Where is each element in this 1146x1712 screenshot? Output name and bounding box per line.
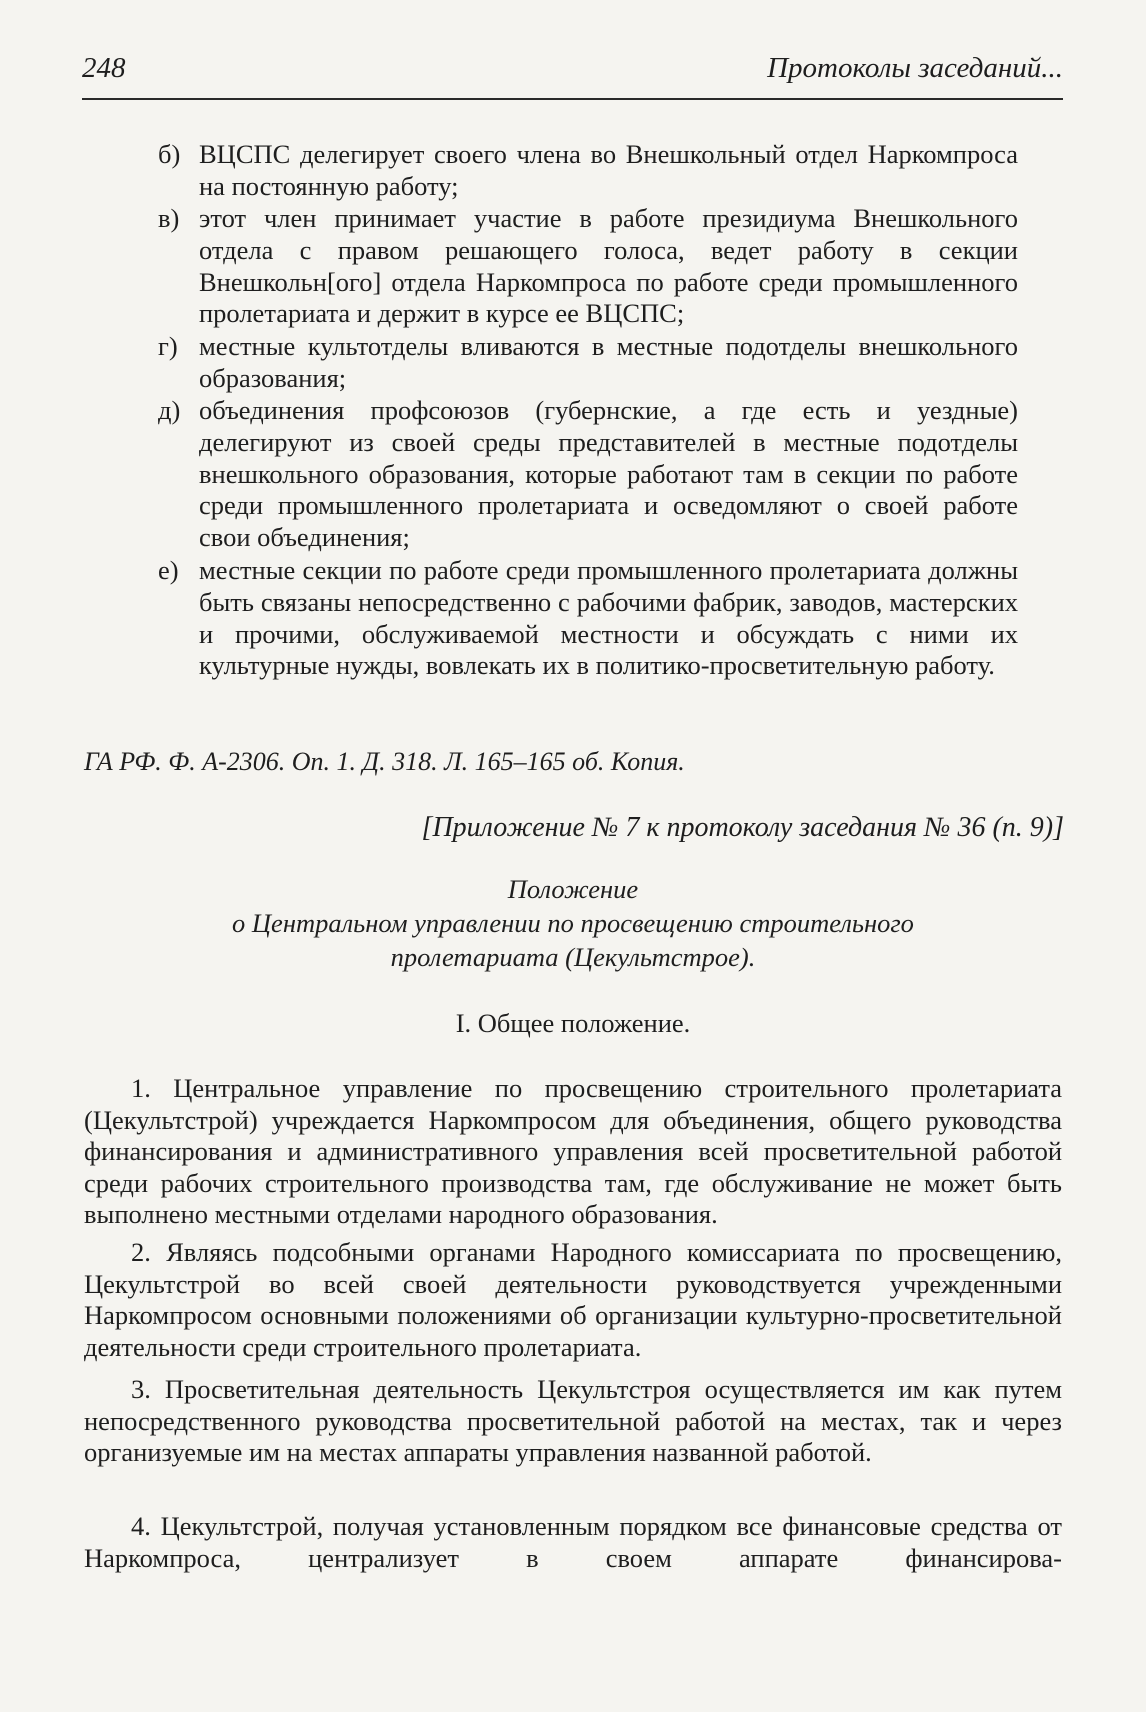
running-title: Протоколы заседаний...	[767, 52, 1063, 84]
document-title: Положение	[507, 874, 639, 904]
paragraph: 2. Являясь подсобными органами Народного комиссариата по просвещению, Цекультстрой во всей своей деятельности руководствуется учрежденными Наркомпросом основными положениями об организации культурно-просветительной деятельности среди строительного пролетариата.	[84, 1237, 1062, 1362]
list-text: ВЦСПС делегирует своего члена во Внешкольный отдел Наркомпроса на постоянную работу;	[199, 139, 1018, 201]
list-item	[158, 395, 1018, 554]
document-title: о Центральном управлении по просвещению строительного	[232, 908, 914, 938]
paragraph: 3. Просветительная деятельность Цекультстроя осуществляется им как путем непосредственного руководства просветительной работой на местах, так и через организуемые им на местах аппараты управления названной работой.	[84, 1374, 1062, 1468]
list-item	[158, 555, 1018, 682]
list-text: объединения профсоюзов (губернские, а где есть и уездные) делегируют из своей среды представителей в местные подотделы внешкольного образования, которые работают там в секции по работе среди промышленного пролетариата и осведомляют о своей работе свои объединения;	[199, 395, 1018, 553]
list-marker: д)	[158, 395, 181, 425]
list-item	[158, 139, 1018, 203]
header-rule	[82, 98, 1063, 100]
list-marker: в)	[158, 203, 180, 233]
list-marker: б)	[158, 139, 181, 169]
paragraph: 1. Центральное управление по просвещению строительного пролетариата (Цекультстрой) учреждается Наркомпросом для объединения, общего руководства финансирования и административного управления всей просветительной работой среди рабочих строительного производства там, где обслуживание не может быть выполнено местными отделами народного образования.	[84, 1073, 1062, 1230]
section-heading: I. Общее положение.	[455, 1008, 691, 1038]
list-marker: г)	[158, 331, 178, 361]
page-number: 248	[82, 52, 126, 84]
appendix-reference: [Приложение № 7 к протоколу заседания № 36 (п. 9)]	[421, 812, 1064, 843]
paragraph: 4. Цекультстрой, получая установленным порядком все финансовые средства от Наркомпроса, централизует в своем аппарате финансирова-	[84, 1511, 1062, 1573]
document-title: пролетариата (Цекультстрое).	[390, 942, 756, 972]
list-marker: е)	[158, 555, 179, 585]
list-item	[158, 203, 1018, 330]
list-text: местные секции по работе среди промышленного пролетариата должны быть связаны непосредственно с рабочими фабрик, заводов, мастерских и прочими, обслуживаемой местности и обсуждать с ними их культурные нужды, вовлекать их в политико-просветительную работу.	[199, 555, 1018, 681]
list-item	[158, 331, 1018, 395]
archive-source-reference: ГА РФ. Ф. А-2306. Оп. 1. Д. 318. Л. 165–165 об. Копия.	[84, 747, 685, 776]
list-text: местные культотделы вливаются в местные подотделы внешкольного образования;	[199, 331, 1018, 393]
list-text: этот член принимает участие в работе президиума Внешкольного отдела с правом решающего голоса, ведет работу в секции Внешкольн[ого] отдела Наркомпроса по работе среди промышленного пролетариата и держит в курсе ее ВЦСПС;	[199, 203, 1018, 329]
